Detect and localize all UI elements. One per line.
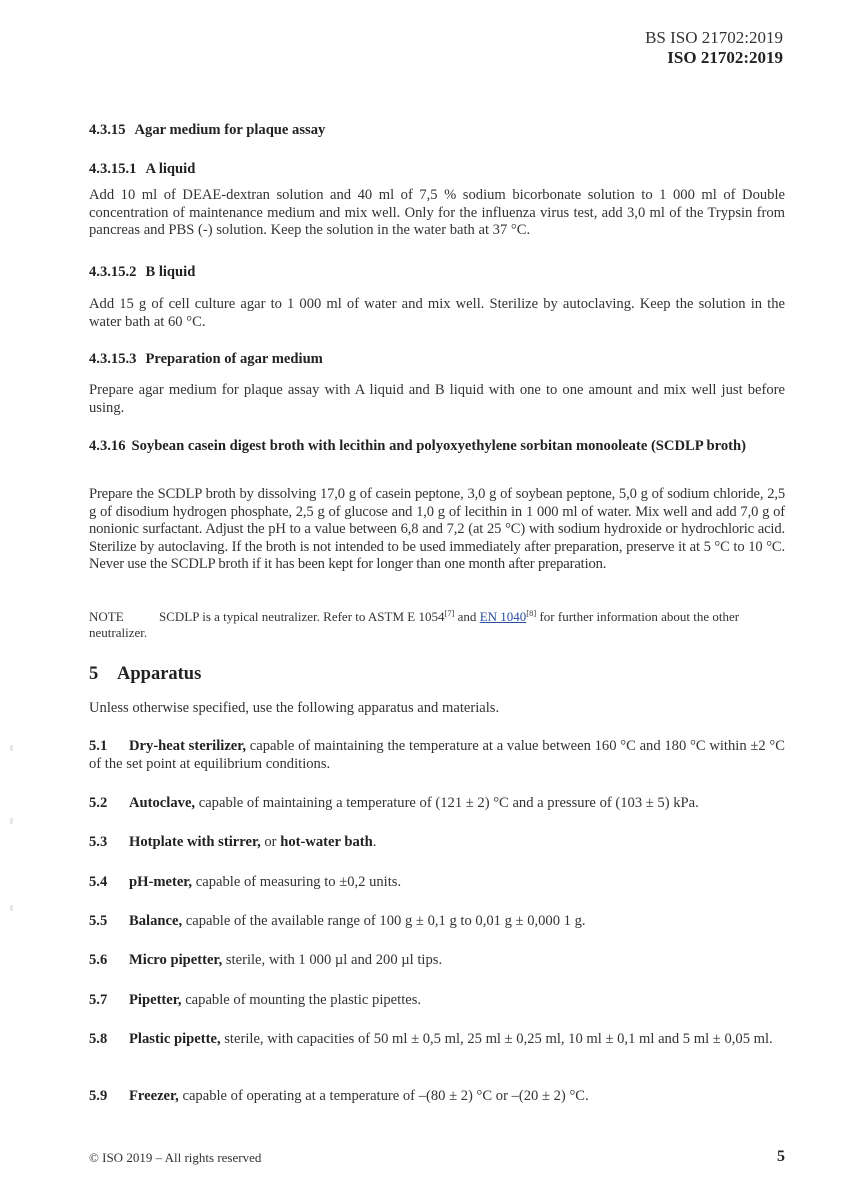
paragraph-b-liquid: Add 15 g of cell culture agar to 1 000 ml of water and mix well. Sterilize by autoclaving. Keep the solution in the water bath at 60 °C. xyxy=(89,296,785,330)
item-text-end: . xyxy=(372,834,377,850)
scan-artifact xyxy=(10,745,13,751)
apparatus-item-5-5 xyxy=(89,913,785,931)
item-text: sterile, with 1 000 µl and 200 µl tips. xyxy=(222,952,443,968)
item-term: Plastic pipette, xyxy=(129,1031,221,1047)
page-footer xyxy=(89,1150,785,1166)
note-label: NOTE xyxy=(89,609,124,624)
en-1040-link[interactable]: EN 1040 xyxy=(479,609,527,624)
item-text: capable of maintaining a temperature of (121 ± 2) °C and a pressure of (103 ± 5) kPa. xyxy=(195,795,699,811)
heading-4-3-16 xyxy=(89,438,779,455)
item-number: 5.2 xyxy=(89,795,108,811)
apparatus-intro: Unless otherwise specified, use the following apparatus and materials. xyxy=(89,700,500,716)
note-text-end: for further information about the other neutralizer. xyxy=(89,609,740,640)
item-number: 5.1 xyxy=(89,738,108,754)
item-term: Balance, xyxy=(129,913,183,929)
standard-designation-iso: ISO 21702:2019 xyxy=(667,48,783,67)
item-term: pH-meter, xyxy=(129,874,193,890)
item-term: Pipetter, xyxy=(129,992,182,1008)
heading-4-3-15-2 xyxy=(89,264,195,281)
note xyxy=(89,605,785,641)
item-term: Autoclave, xyxy=(129,795,196,811)
heading-4-3-15-3 xyxy=(89,351,323,368)
item-text: capable of measuring to ±0,2 units. xyxy=(192,874,402,890)
apparatus-item-5-4 xyxy=(89,874,785,892)
heading-number: 4.3.15 xyxy=(89,122,126,138)
item-term: Freezer, xyxy=(129,1088,179,1104)
paragraph-agar-preparation: Prepare agar medium for plaque assay with A liquid and B liquid with one to one amount and mix well just before using. xyxy=(89,382,785,416)
heading-number: 4.3.15.1 xyxy=(89,161,137,177)
reference-8[interactable]: [8] xyxy=(526,608,537,618)
apparatus-item-5-1 xyxy=(89,738,785,773)
apparatus-item-5-3 xyxy=(89,834,785,852)
copyright-notice: © ISO 2019 – All rights reserved xyxy=(89,1150,262,1165)
apparatus-item-5-9 xyxy=(89,1088,785,1106)
heading-4-3-15 xyxy=(89,122,325,139)
item-text: capable of mounting the plastic pipettes. xyxy=(181,992,422,1008)
item-text: capable of maintaining the temperature at a value between 160 °C and 180 °C within ±2 °C of the set point at equilibrium conditions. xyxy=(89,738,785,772)
heading-5-apparatus xyxy=(89,664,201,685)
apparatus-item-5-8 xyxy=(89,1031,785,1049)
heading-title: Soybean casein digest broth with lecithin and polyoxyethylene sorbitan monooleate (SCDLP broth) xyxy=(131,438,746,454)
item-number: 5.8 xyxy=(89,1031,108,1047)
item-number: 5.5 xyxy=(89,913,108,929)
item-number: 5.6 xyxy=(89,952,108,968)
heading-title: Agar medium for plaque assay xyxy=(134,122,326,138)
document-header xyxy=(645,28,783,68)
paragraph-scdlp-broth: Prepare the SCDLP broth by dissolving 17,0 g of casein peptone, 3,0 g of soybean peptone, 5,0 g of sodium chloride, 2,5 g of disodium hydrogen phosphate, 2,5 g of glucose and 1,0 g of lecithin in 1 000 ml of water. Mix well and add 7,0 g of nonionic surfactant. Adjust the pH to a value between 6,8 and 7,2 (at 25 °C) with sodium hydroxide or hydrochloric acid. Sterilize by autoclaving. If the broth is not intended to be used immediately after preparation, preserve it at 5 °C to 10 °C. Never use the SCDLP broth if it has been kept for longer than one month after preparation. xyxy=(89,486,785,573)
note-text-connector: and xyxy=(454,609,480,624)
heading-4-3-15-1 xyxy=(89,161,195,178)
paragraph-a-liquid: Add 10 ml of DEAE-dextran solution and 40 ml of 7,5 % sodium bicorbonate solution to 1 000 ml of Double concentration of maintenance medium and mix well. Only for the influenza virus test, add 3,0 ml of the Trypsin from pancreas and PBS (-) solution. Keep the solution in the water bath at 37 °C. xyxy=(89,187,785,239)
item-number: 5.4 xyxy=(89,874,108,890)
heading-title: Apparatus xyxy=(117,664,202,684)
note-text: SCDLP is a typical neutralizer. Refer to ASTM E 1054 xyxy=(159,609,445,624)
scan-artifact xyxy=(10,818,13,824)
item-number: 5.7 xyxy=(89,992,108,1008)
page-number: 5 xyxy=(777,1148,785,1165)
item-number: 5.9 xyxy=(89,1088,108,1104)
item-text: or xyxy=(260,834,281,850)
item-text: sterile, with capacities of 50 ml ± 0,5 ml, 25 ml ± 0,25 ml, 10 ml ± 0,1 ml and 5 ml ± 0,05 ml. xyxy=(220,1031,773,1047)
heading-number: 4.3.15.3 xyxy=(89,351,137,367)
heading-title: B liquid xyxy=(145,264,196,280)
apparatus-item-5-2 xyxy=(89,795,785,813)
heading-number: 4.3.16 xyxy=(89,438,126,454)
item-text: capable of the available range of 100 g ± 0,1 g to 0,01 g ± 0,000 1 g. xyxy=(182,913,586,929)
heading-title: A liquid xyxy=(145,161,196,177)
item-term-2: hot-water bath xyxy=(280,834,373,850)
item-term: Dry-heat sterilizer, xyxy=(129,738,247,754)
heading-title: Preparation of agar medium xyxy=(145,351,323,367)
item-text: capable of operating at a temperature of –(80 ± 2) °C or –(20 ± 2) °C. xyxy=(178,1088,589,1104)
scan-artifact xyxy=(10,905,13,911)
item-number: 5.3 xyxy=(89,834,108,850)
apparatus-item-5-6 xyxy=(89,952,785,970)
standard-designation-bs: BS ISO 21702:2019 xyxy=(645,28,783,47)
item-term: Micro pipetter, xyxy=(129,952,223,968)
heading-number: 4.3.15.2 xyxy=(89,264,137,280)
apparatus-item-5-7 xyxy=(89,992,785,1010)
reference-7[interactable]: [7] xyxy=(444,608,455,618)
heading-number: 5 xyxy=(89,664,99,684)
item-term: Hotplate with stirrer, xyxy=(129,834,261,850)
